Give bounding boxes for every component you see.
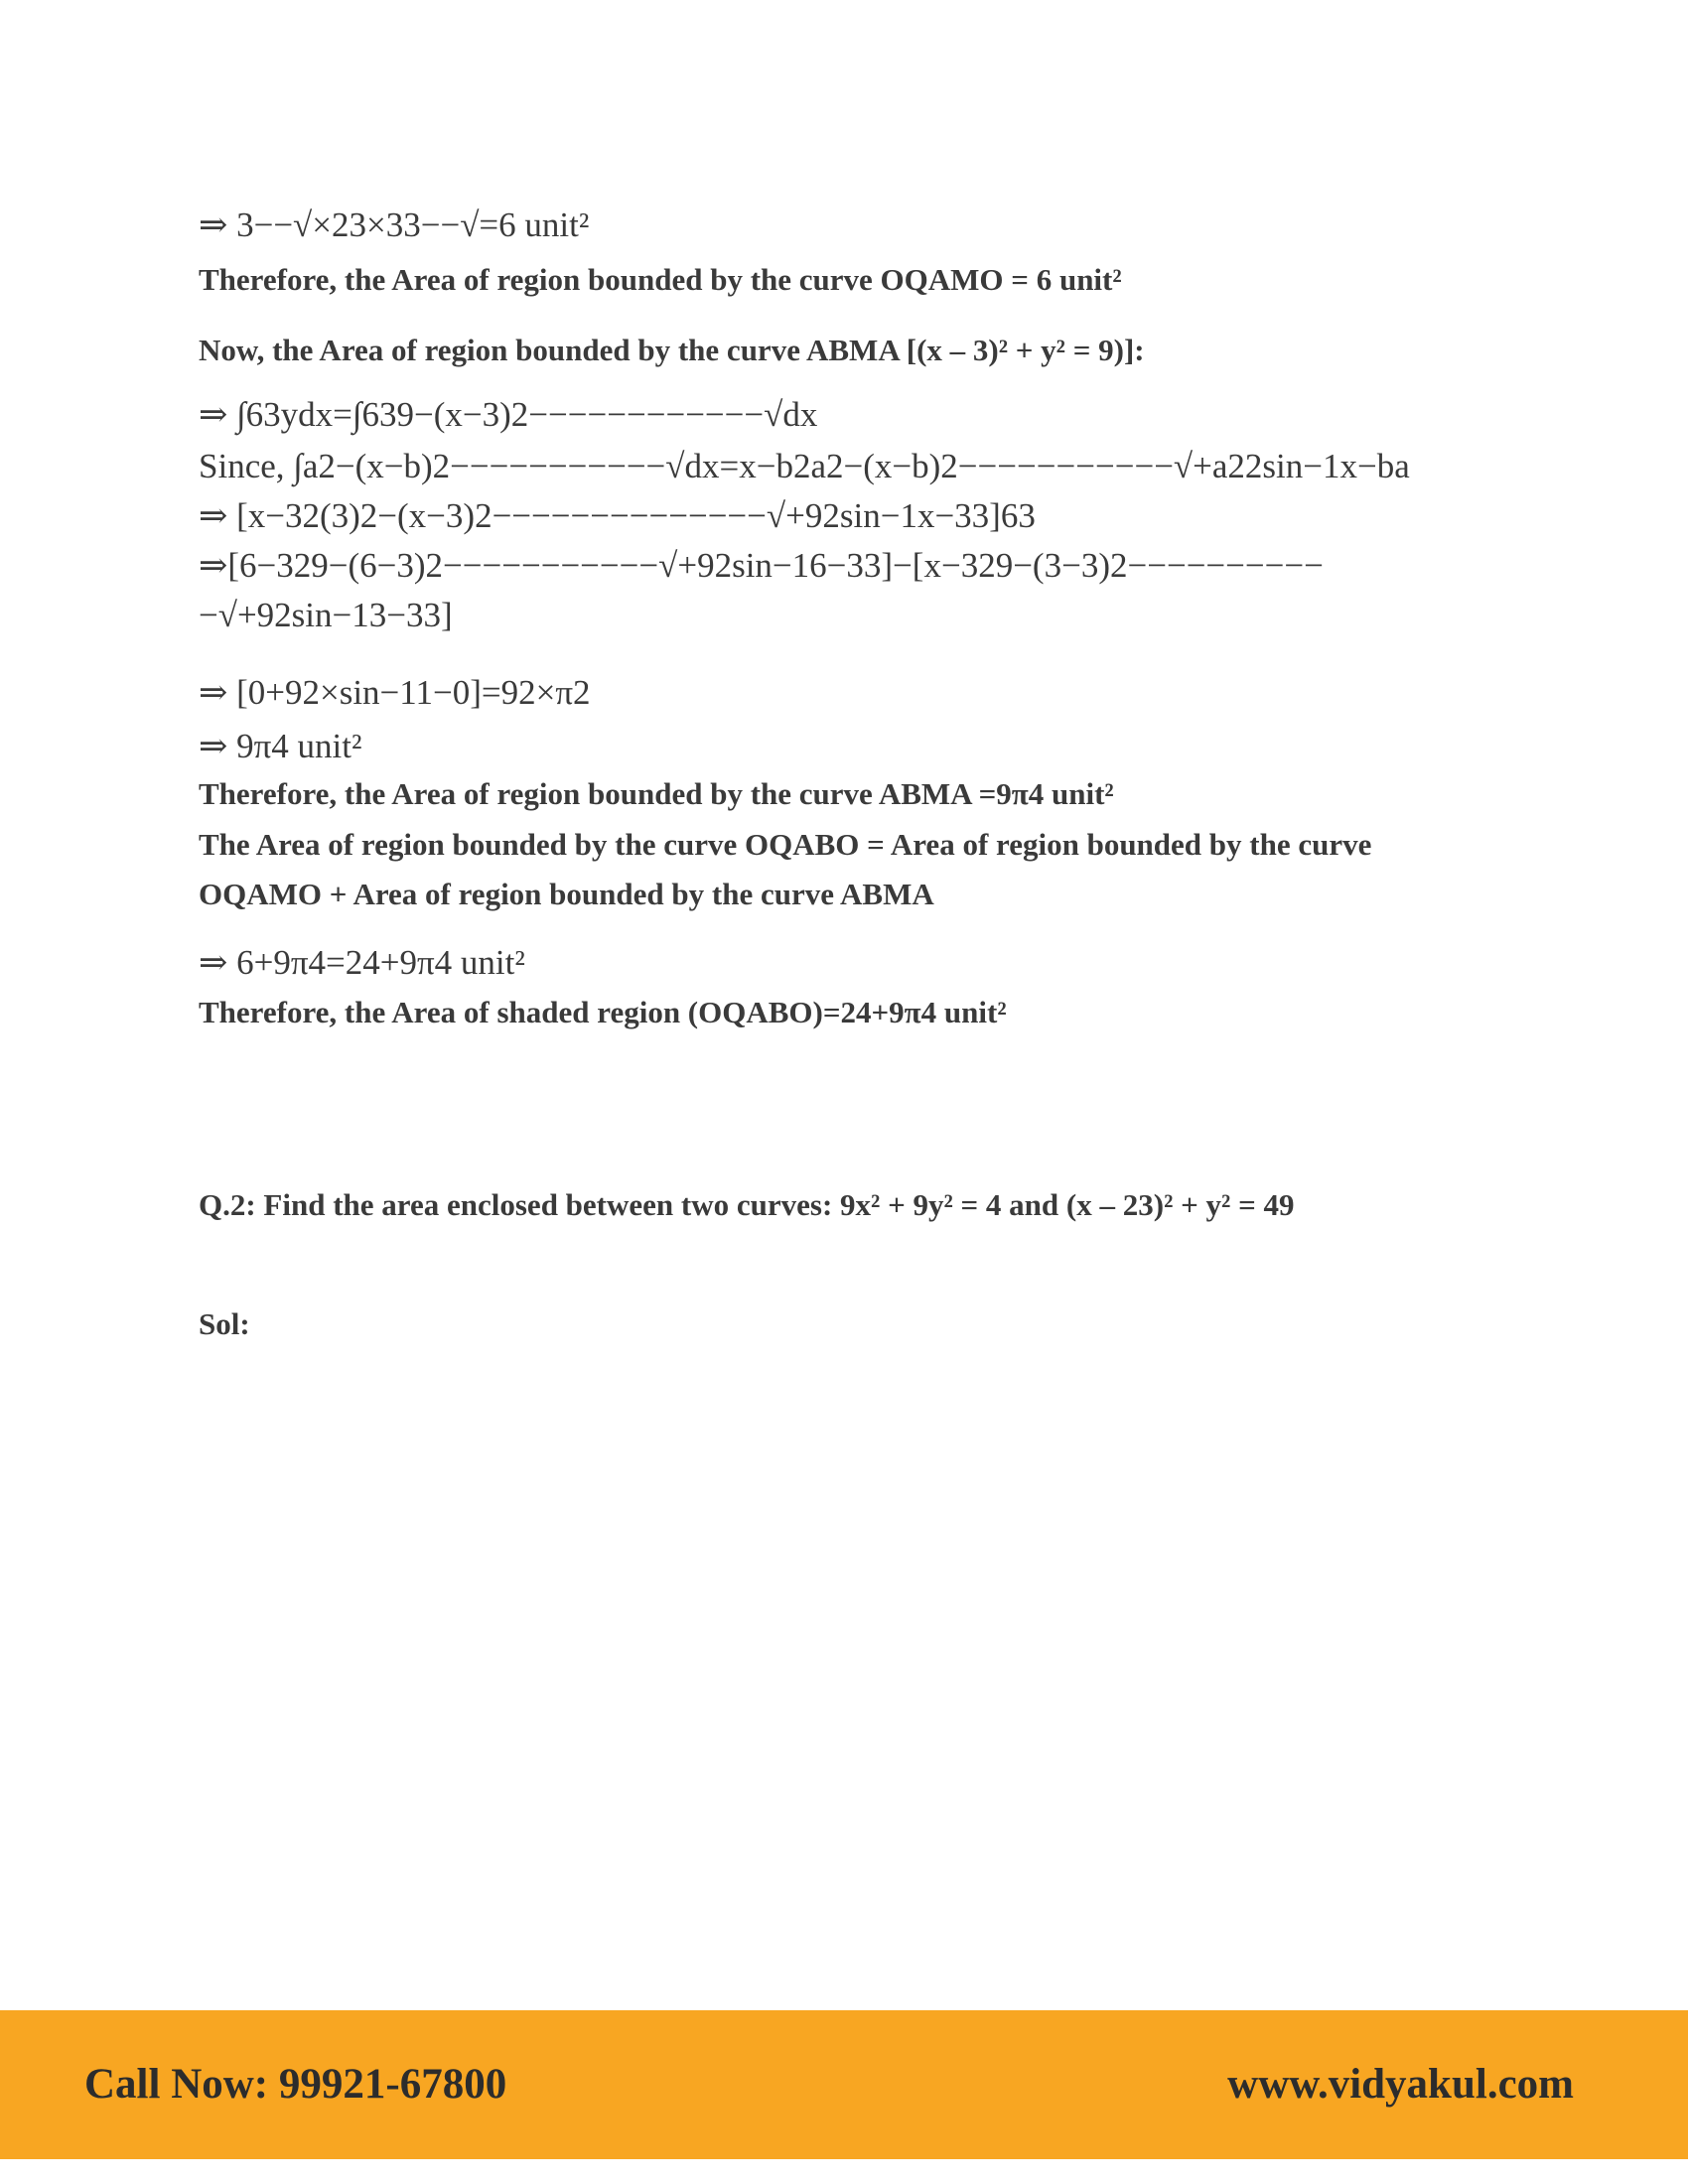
footer-banner bbox=[0, 2010, 1688, 2159]
equation-line: ⇒ 6+9π4=24+9π4 unit² bbox=[199, 943, 525, 982]
equation-line: ⇒ [x−32(3)2−(x−3)2−−−−−−−−−−−−−−√+92sin−1x−33]63 bbox=[199, 496, 1036, 535]
solution-label: Sol: bbox=[199, 1306, 250, 1341]
call-now-text: Call Now: 99921-67800 bbox=[84, 2061, 507, 2108]
equation-line: ⇒[6−329−(6−3)2−−−−−−−−−−−√+92sin−16−33]−[x−329−(3−3)2−−−−−−−−−−−√+92sin−13−33] bbox=[199, 546, 1324, 634]
equation-line: ⇒ ∫63ydx=∫639−(x−3)2−−−−−−−−−−−−√dx bbox=[199, 395, 818, 434]
equation-line: ⇒ 3−−√×23×33−−√=6 unit² bbox=[199, 205, 590, 244]
equation-line: ⇒ 9π4 unit² bbox=[199, 727, 362, 765]
text-line: Now, the Area of region bounded by the curve ABMA [(x – 3)² + y² = 9)]: bbox=[199, 333, 1145, 367]
text-line: Therefore, the Area of region bounded by the curve ABMA =9π4 unit² bbox=[199, 776, 1114, 811]
text-line: Therefore, the Area of region bounded by the curve OQAMO = 6 unit² bbox=[199, 262, 1122, 297]
question-heading: Q.2: Find the area enclosed between two curves: 9x² + 9y² = 4 and (x – 23)² + y² = 49 bbox=[199, 1187, 1295, 1222]
equation-line: Since, ∫a2−(x−b)2−−−−−−−−−−−√dx=x−b2a2−(x−b)2−−−−−−−−−−−√+a22sin−1x−ba bbox=[199, 447, 1410, 485]
text-line: The Area of region bounded by the curve OQABO = Area of region bounded by the curve OQAMO + Area of region bounded by the curve ABMA bbox=[199, 827, 1372, 911]
equation-line: ⇒ [0+92×sin−11−0]=92×π2 bbox=[199, 673, 591, 712]
website-link[interactable]: www.vidyakul.com bbox=[1227, 2061, 1574, 2108]
text-line: Therefore, the Area of shaded region (OQABO)=24+9π4 unit² bbox=[199, 995, 1007, 1029]
